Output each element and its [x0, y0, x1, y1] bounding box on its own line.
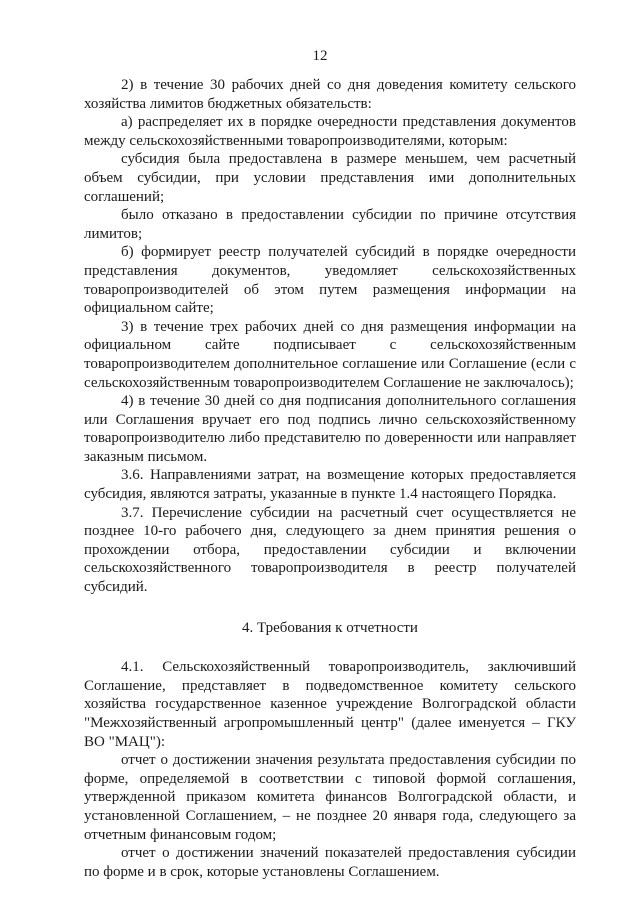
- paragraph: 4) в течение 30 дней со дня подписания дополнительного соглашения или Соглашения вручает его под подпись лично сельскохозяйственному товаропроизводителю либо представителю по доверенности или направляет заказным письмом.: [84, 393, 576, 465]
- paragraph: а) распределяет их в порядке очередности представления документов между сельскохозяйственными товаропроизводителями, которым:: [84, 114, 576, 149]
- section-heading: 4. Требования к отчетности: [242, 619, 418, 636]
- paragraph: отчет о достижении значения результата предоставления субсидии по форме, определяемой в соответствии с типовой формой соглашения, утвержденной приказом комитета финансов Волгоградской области, и установленной Соглашением, – не позднее 20 января года, следующего за отчетным финансовым годом;: [84, 752, 576, 843]
- page-number: 12: [312, 48, 328, 64]
- paragraph: было отказано в предоставлении субсидии по причине отсутствия лимитов;: [84, 207, 576, 242]
- paragraph: 3.6. Направлениями затрат, на возмещение которых предоставляется субсидия, являются затраты, указанные в пункте 1.4 настоящего Порядка.: [84, 467, 576, 503]
- paragraph: субсидия была предоставлена в размере меньшем, чем расчетный объем субсидии, при условии представления ими дополнительных соглашений;: [84, 151, 576, 205]
- paragraph: 2) в течение 30 рабочих дней со дня доведения комитету сельского хозяйства лимитов бюджетных обязательств:: [84, 77, 576, 112]
- paragraph: 3.7. Перечисление субсидии на расчетный счет осуществляется не позднее 10-го рабочего дня, следующего за днем принятия решения о прохождении отбора, предоставлении субсидии и включении сельскохозяйственного товаропроизводителя в реестр получателей субсидий.: [84, 504, 576, 596]
- paragraph: отчет о достижении значений показателей предоставления субсидии по форме и в срок, которые установлены Соглашением.: [84, 845, 576, 880]
- paragraph: 3) в течение трех рабочих дней со дня размещения информации на официальном сайте подписывает с сельскохозяйственным товаропроизводителем дополнительное соглашение или Соглашение (если с сельскохозяйственным товаропроизводителем Соглашение не заключалось);: [84, 318, 576, 391]
- document-body: [84, 76, 576, 881]
- paragraph: б) формирует реестр получателей субсидий в порядке очередности представления документов, уведомляет сельскохозяйственных товаропроизводителей об этом путем размещения информации на официальном сайте;: [84, 244, 576, 317]
- paragraph: 4.1. Сельскохозяйственный товаропроизводитель, заключивший Соглашение, представляет в подведомственное комитету сельского хозяйства государственное казенное учреждение Волгоградской области "Межхозяйственный агропромышленный центр" (далее именуется – ГКУ ВО "МАЦ"):: [84, 659, 576, 750]
